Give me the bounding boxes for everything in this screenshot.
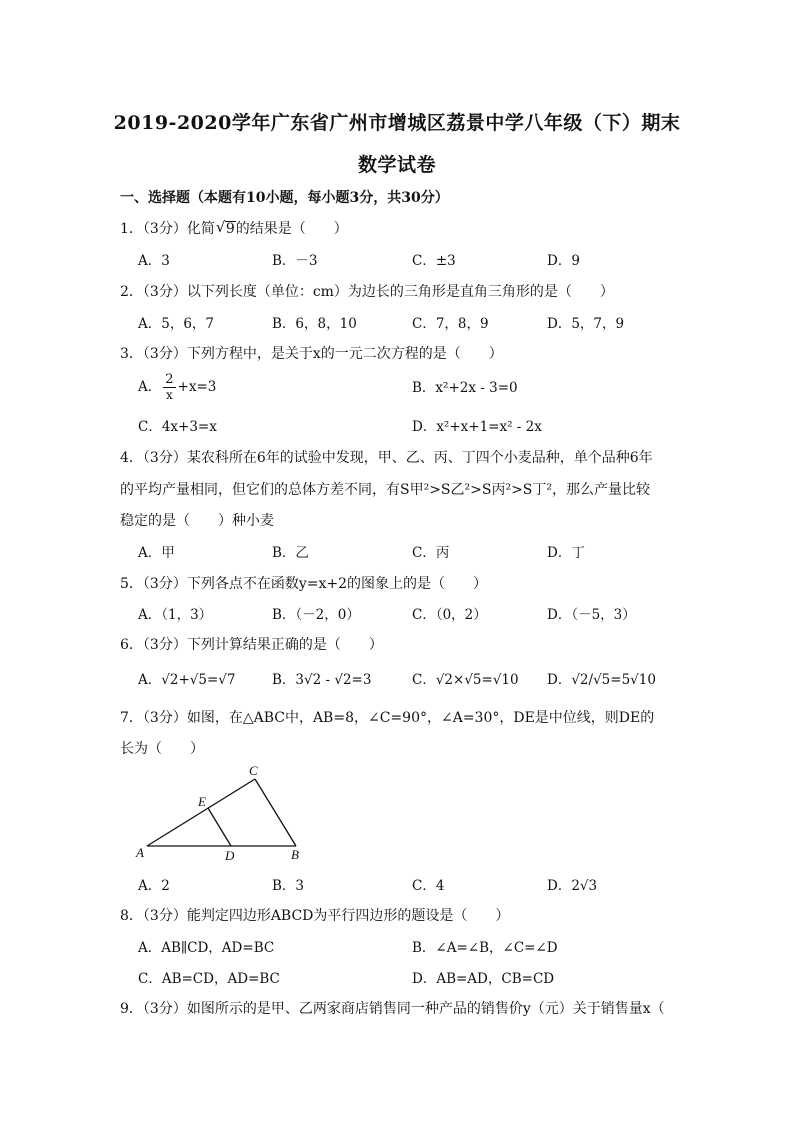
q4-option-b[interactable]: B．乙 xyxy=(272,545,309,561)
triangle-figure xyxy=(130,762,320,866)
q1-option-b[interactable]: B．－3 xyxy=(272,253,318,269)
label-b: B xyxy=(291,847,299,862)
question-7-line2: 长为（ ） xyxy=(120,741,204,757)
q8-option-d[interactable]: D．AB=AD，CB=CD xyxy=(412,971,555,987)
q2-option-c[interactable]: C．7，8，9 xyxy=(412,316,489,332)
q6-option-c[interactable]: C．√2×√5=√10 xyxy=(412,672,519,688)
q1-option-d[interactable]: D．9 xyxy=(547,253,580,269)
q3-option-d[interactable]: D．x²+x+1=x² - 2x xyxy=(412,419,542,435)
q5-option-a[interactable]: A．（1，3） xyxy=(138,607,213,623)
q4-option-d[interactable]: D．丁 xyxy=(547,545,585,561)
q6-option-a[interactable]: A．√2+√5=√7 xyxy=(138,672,236,688)
q1-prefix: 1．（3分）化简 xyxy=(120,221,215,237)
q3-option-b[interactable]: B．x²+2x - 3=0 xyxy=(412,380,518,396)
question-7-line1: 7．（3分）如图，在△ABC中，AB=8，∠C=90°，∠A=30°，DE是中位线，则DE的 xyxy=(120,710,655,726)
section-heading: 一、选择题（本题有10小题，每小题3分，共30分） xyxy=(120,190,449,206)
q7-option-c[interactable]: C．4 xyxy=(412,878,445,894)
question-4-line2: 的平均产量相同，但它们的总体方差不同，有S甲²>S乙²>S丙²>S丁²，那么产量比较 xyxy=(120,482,651,498)
exam-title-line1: 2019-2020学年广东省广州市增城区荔景中学八年级（下）期末 xyxy=(113,112,681,134)
q4-option-a[interactable]: A．甲 xyxy=(138,545,175,561)
q1-option-c[interactable]: C．±3 xyxy=(412,253,456,269)
label-e: E xyxy=(198,794,206,809)
q5-option-b[interactable]: B．（－2，0） xyxy=(272,607,360,623)
question-3: 3．（3分）下列方程中，是关于x的一元二次方程的是（ ） xyxy=(120,346,503,362)
label-a: A xyxy=(136,845,144,860)
side-bc xyxy=(255,779,296,846)
label-d: D xyxy=(225,848,235,863)
q4-option-c[interactable]: C．丙 xyxy=(412,545,450,561)
q8-option-b[interactable]: B．∠A=∠B，∠C=∠D xyxy=(412,940,558,956)
question-8: 8．（3分）能判定四边形ABCD为平行四边形的题设是（ ） xyxy=(120,908,510,924)
q2-option-b[interactable]: B．6，8，10 xyxy=(272,316,357,332)
segment-de xyxy=(208,808,231,846)
question-2: 2．（3分）以下列长度（单位：cm）为边长的三角形是直角三角形的是（ ） xyxy=(120,284,614,300)
side-ac xyxy=(147,779,255,846)
q3-option-a[interactable]: A． $\frac{2}{x}$ +x=3 xyxy=(138,372,217,402)
question-1 xyxy=(120,218,348,238)
question-4-line3: 稳定的是（ ）种小麦 xyxy=(120,513,274,529)
q6-option-b[interactable]: B．3√2 - √2=3 xyxy=(272,672,372,688)
q7-option-b[interactable]: B．3 xyxy=(272,878,305,894)
question-4-line1: 4．（3分）某农科所在6年的试验中发现，甲、乙、丙、丁四个小麦品种，单个品种6年 xyxy=(120,450,653,466)
q3-option-c[interactable]: C．4x+3=x xyxy=(138,419,217,435)
exam-title-line2: 数学试卷 xyxy=(357,154,436,176)
sqrt-9: √ 9 xyxy=(215,218,235,237)
q1-option-a[interactable]: A．3 xyxy=(138,253,170,269)
q5-option-c[interactable]: C．（0，2） xyxy=(412,607,487,623)
q6-option-d[interactable]: D．√2/√5=5√10 xyxy=(547,672,656,688)
q2-option-a[interactable]: A．5，6，7 xyxy=(138,316,215,332)
question-9: 9．（3分）如图所示的是甲、乙两家商店销售同一种产品的销售价y（元）关于销售量x（ xyxy=(120,1001,665,1017)
q7-option-d[interactable]: D．2√3 xyxy=(547,878,598,894)
label-c: C xyxy=(249,763,258,778)
q5-option-d[interactable]: D．（－5，3） xyxy=(547,607,636,623)
q7-option-a[interactable]: A．2 xyxy=(138,878,170,894)
fraction-2-over-x: $\frac{2}{x}$ xyxy=(165,372,174,402)
q1-suffix: 的结果是（ ） xyxy=(235,221,348,237)
q8-option-c[interactable]: C．AB=CD，AD=BC xyxy=(138,971,280,987)
question-5: 5．（3分）下列各点不在函数y=x+2的图象上的是（ ） xyxy=(120,576,487,592)
q2-option-d[interactable]: D．5，7，9 xyxy=(547,316,625,332)
question-6: 6．（3分）下列计算结果正确的是（ ） xyxy=(120,637,383,653)
q8-option-a[interactable]: A．AB∥CD，AD=BC xyxy=(138,940,275,956)
